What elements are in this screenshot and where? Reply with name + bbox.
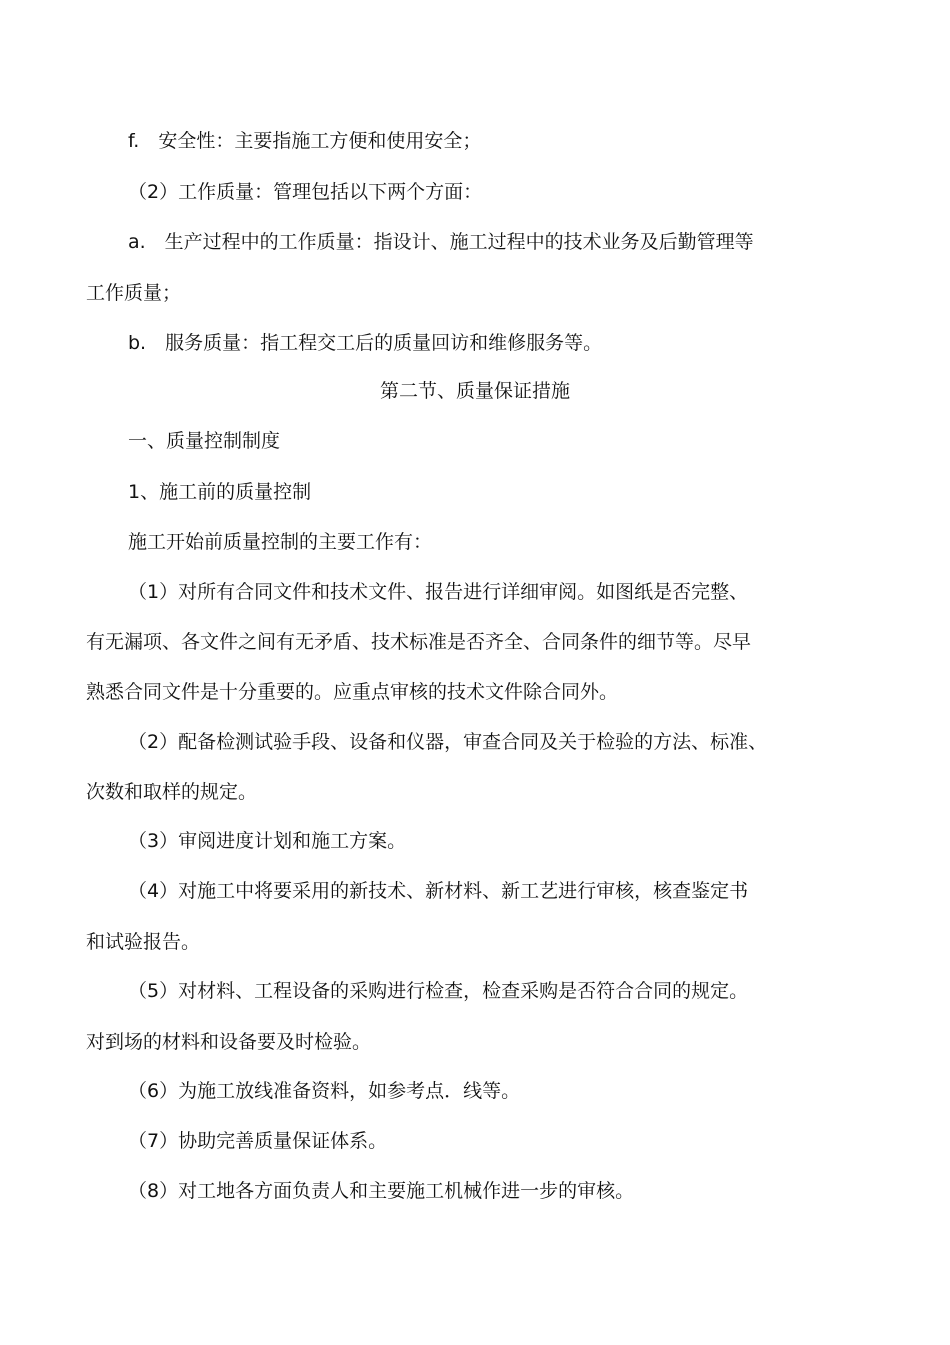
paragraph-intro: 施工开始前质量控制的主要工作有： <box>128 531 433 553</box>
item-4-line-1: （4）对施工中将要采用的新技术、新材料、新工艺进行审核，核查鉴定书 <box>128 880 749 902</box>
item-1-line-3: 熟悉合同文件是十分重要的。应重点审核的技术文件除合同外。 <box>86 681 619 703</box>
section-heading: 第二节、质量保证措施 <box>379 380 570 402</box>
item-2-line-2: 次数和取样的规定。 <box>86 781 258 803</box>
item-5-line-1: （5）对材料、工程设备的采购进行检查，检查采购是否符合合同的规定。 <box>128 980 749 1002</box>
item-3: （3）审阅进度计划和施工方案。 <box>128 830 407 852</box>
item-2-line-1: （2）配备检测试验手段、设备和仪器，审查合同及关于检验的方法、标准、 <box>128 731 768 753</box>
item-f-safety: f. 安全性：主要指施工方便和使用安全； <box>128 130 482 152</box>
item-a-continuation: 工作质量； <box>86 282 182 304</box>
item-7: （7）协助完善质量保证体系。 <box>128 1130 388 1152</box>
item-a-production-quality: a. 生产过程中的工作质量：指设计、施工过程中的技术业务及后勤管理等 <box>128 231 754 253</box>
item-4-line-2: 和试验报告。 <box>86 931 201 953</box>
item-8: （8）对工地各方面负责人和主要施工机械作进一步的审核。 <box>128 1180 635 1202</box>
item-1-line-1: （1）对所有合同文件和技术文件、报告进行详细审阅。如图纸是否完整、 <box>128 581 749 603</box>
subheading-quality-control-system: 一、质量控制制度 <box>128 430 281 452</box>
item-2-work-quality: （2）工作质量：管理包括以下两个方面： <box>128 181 483 203</box>
subheading-pre-construction-control: 1、施工前的质量控制 <box>128 481 312 503</box>
item-5-line-2: 对到场的材料和设备要及时检验。 <box>86 1031 372 1053</box>
item-b-service-quality: b. 服务质量：指工程交工后的质量回访和维修服务等。 <box>128 332 603 354</box>
item-1-line-2: 有无漏项、各文件之间有无矛盾、技术标准是否齐全、合同条件的细节等。尽早 <box>86 631 752 653</box>
item-6: （6）为施工放线准备资料，如参考点．线等。 <box>128 1080 521 1102</box>
